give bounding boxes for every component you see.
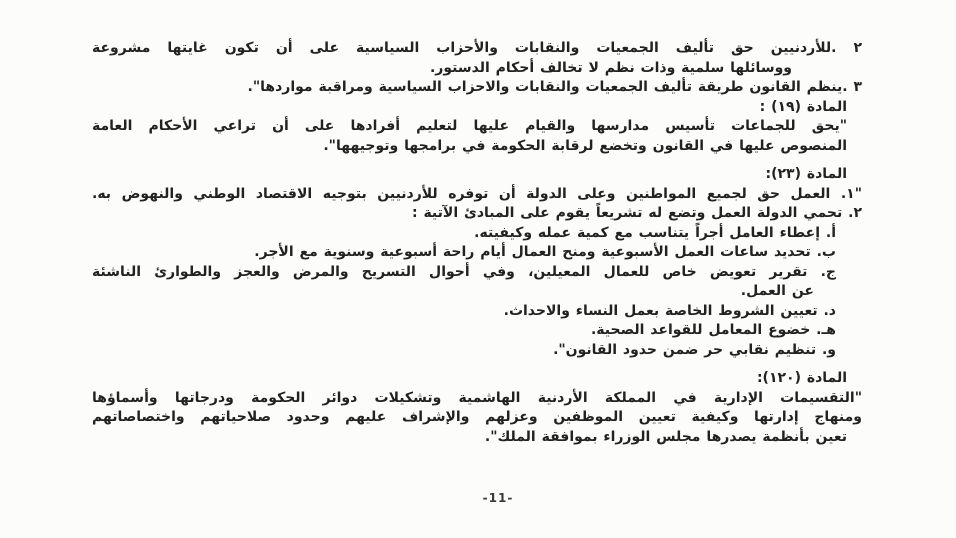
text-line: ٢ .للأردنيين حق تأليف الجمعيات والنقابات والأحزاب السياسية على أن تكون غايتها مشروعة: [92, 40, 862, 56]
paragraph-gap: [92, 156, 862, 165]
list-item: ب. تحديد ساعات العمل الأسبوعية ومنح العمال أيام راحة أسبوعية وسنوية مع الأجر.: [254, 244, 836, 260]
text-line: تعين بأنظمة يصدرها مجلس الوزراء بموافقة الملك".: [484, 428, 847, 445]
list-item: ج. تقرير تعويض خاص للعمال المعيلين، وفي أحوال التسريح والمرض والعجز والطوارئ الناشئة: [92, 263, 836, 280]
text-line: ٢. تحمي الدولة العمل وتضع له تشريعاً يقوم على المبادئ الآتية :: [411, 205, 862, 221]
text-line: "يحق للجماعات تأسيس مدارسها والقيام عليها لتعليم أفرادها على أن تراعي الأحكام العامة: [92, 118, 847, 134]
page-number: -11-: [482, 491, 514, 505]
list-item: هـ. خضوع المعامل للقواعد الصحية.: [590, 322, 836, 338]
text-line: "١. العمل حق لجميع المواطنين وعلى الدولة أن توفره للأردنيين بتوجيه الاقتصاد الوطني والنهوض به.: [92, 185, 862, 202]
text-line: "التقسيمات الإدارية في المملكة الأردنية الهاشمية وتشكيلات دوائر الحكومة ودرجاتها وأسماؤها: [92, 389, 862, 406]
text-line: المنصوص عليها في القانون وتخضع لرقابة الحكومة في برامجها وتوجيهها".: [323, 137, 847, 154]
text-line: ٣ .ينظم القانون طريقة تأليف الجمعيات والنقابات والاحزاب السياسية ومراقبة مواردها".: [247, 79, 862, 95]
text-line: ومنهاج إدارتها وكيفية تعيين الموظفين وعزلهم والإشراف عليهم وحدود صلاحياتهم واختصاصاتهم: [92, 409, 862, 425]
list-item: د. تعيين الشروط الخاصة بعمل النساء والاحداث.: [503, 302, 836, 319]
paragraph-gap: [92, 360, 862, 369]
article-heading: المادة (١٩) :: [759, 98, 847, 115]
list-item: أ. إعطاء العامل أجراً يتناسب مع كمية عمله وكيفيته.: [474, 224, 836, 241]
list-item-continuation: عن العمل.: [740, 283, 814, 299]
document-text-column: [92, 39, 862, 447]
article-heading: المادة (٢٣):: [765, 166, 847, 182]
list-item: و. تنظيم نقابي حر ضمن حدود القانون".: [553, 341, 836, 358]
article-heading: المادة (١٢٠):: [756, 370, 847, 386]
text-line: ووسائلها سلمية وذات نظم لا تخالف أحكام الدستور.: [429, 59, 792, 76]
